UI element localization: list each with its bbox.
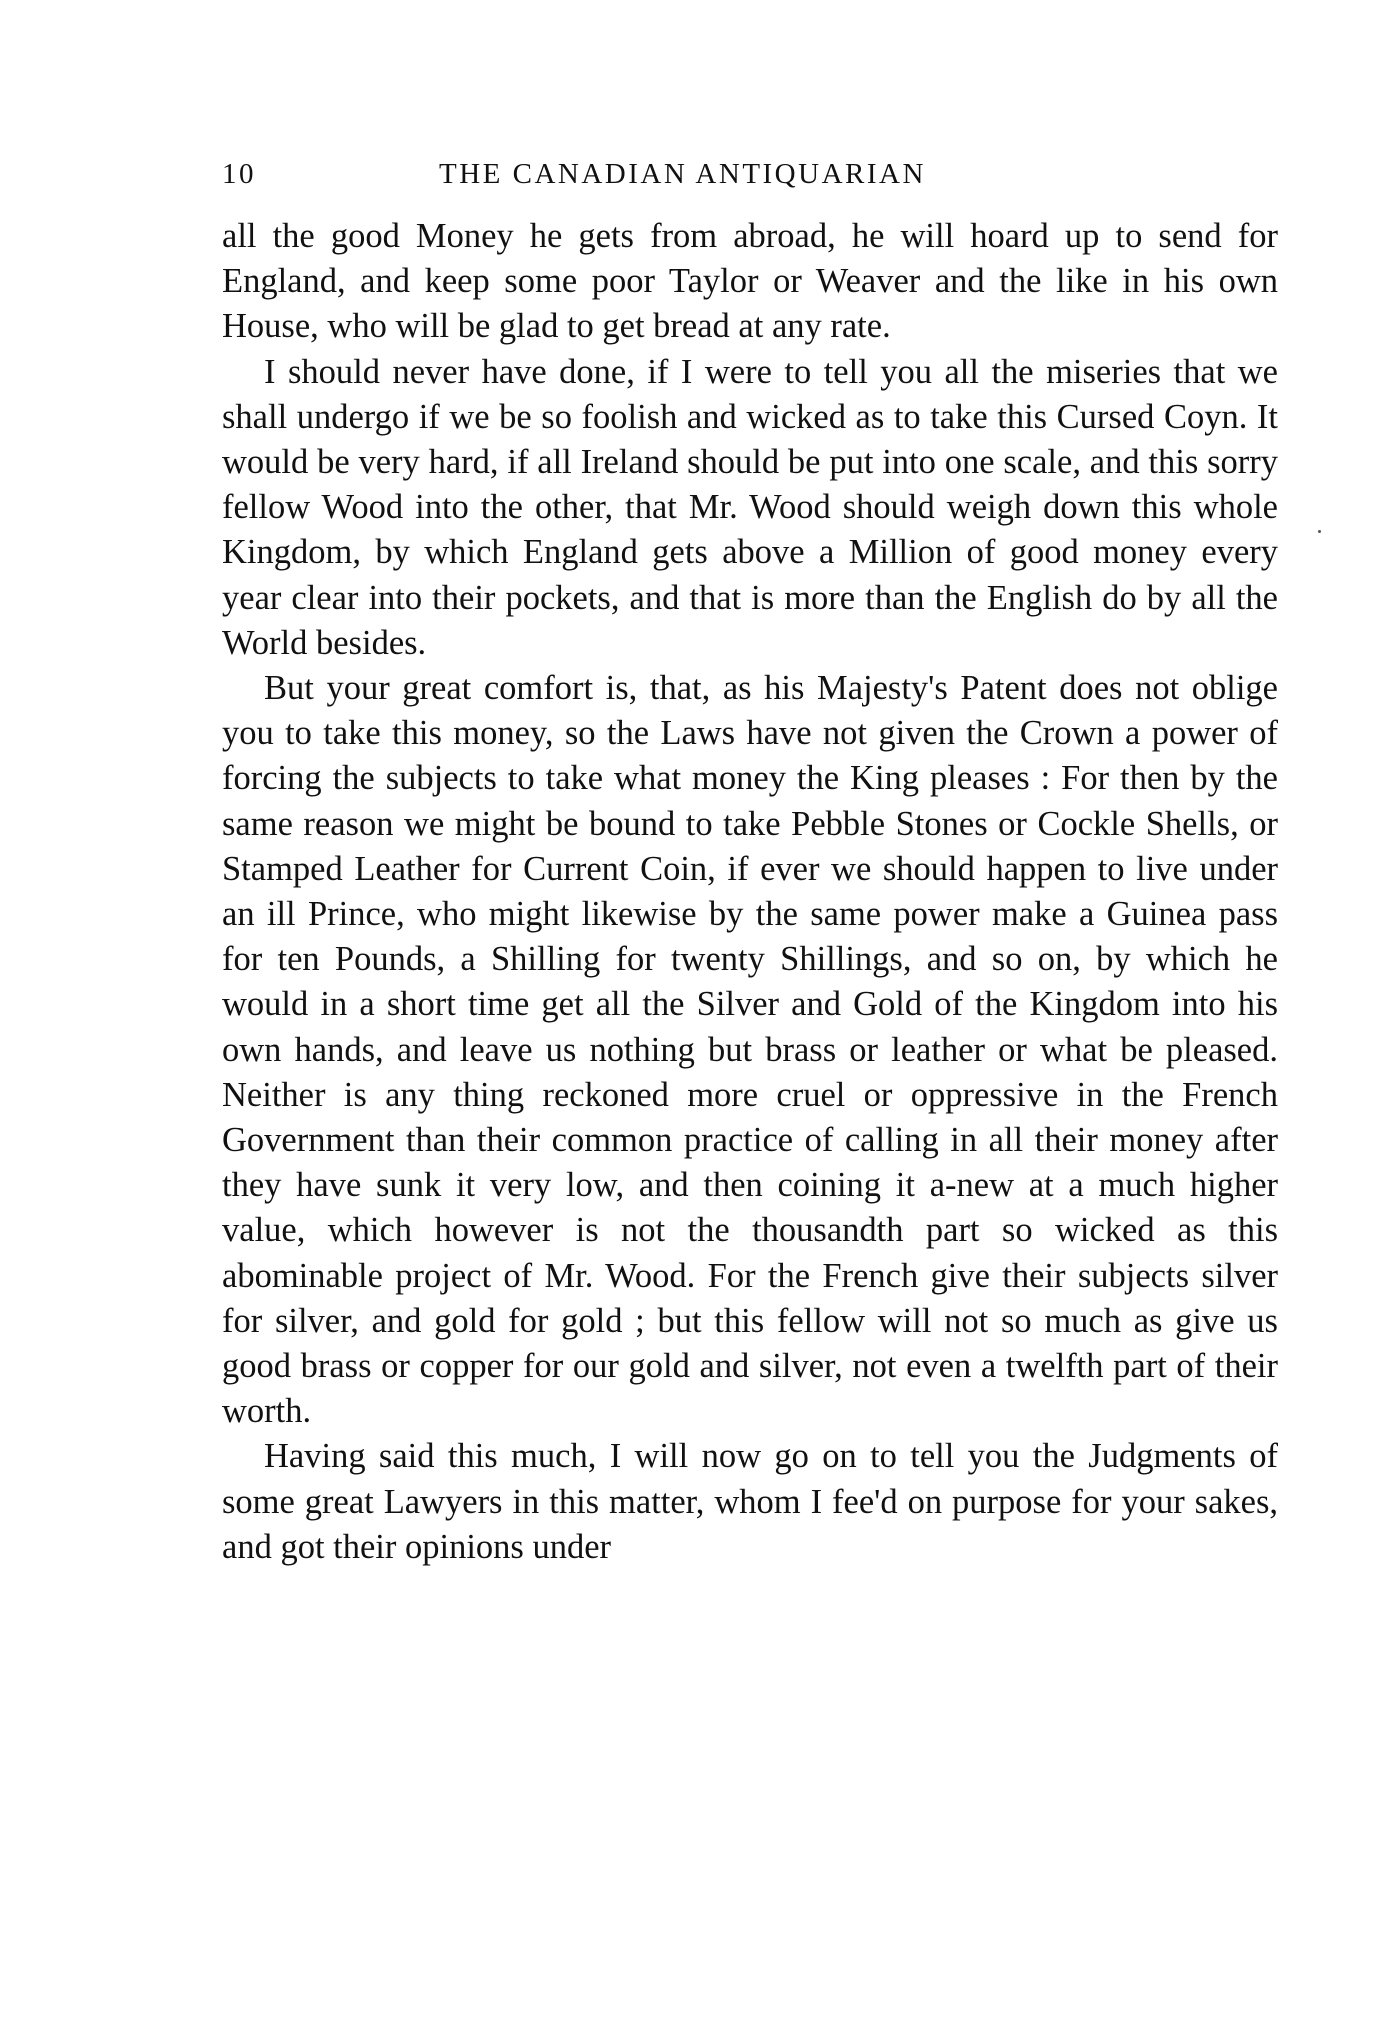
paragraph: I should never have done, if I were to tell you all the miseries that we shall undergo if we be so foolish and wicked as to take this Cursed Coyn. It would be very hard, if all Ireland should be put into one scale, and this sorry fellow Wood into the other, that Mr. Wood should weigh down this whole Kingdom, by which England gets above a Million of good money every year clear into their pockets, and that is more than the English do by all the World besides. [222, 352, 1278, 662]
paragraph: But your great comfort is, that, as his Majesty's Patent does not oblige you to take this money, so the Laws have not given the Crown a power of forcing the subjects to take what money the King pleases : For then by the same reason we might be bound to take Pebble Stones or Cockle Shells, or Stamped Leather for Current Coin, if ever we should happen to live under an ill Prince, who might likewise by the same power make a Guinea pass for ten Pounds, a Shilling for twenty Shillings, and so on, by which he would in a short time get all the Silver and Gold of the Kingdom into his own hands, and leave us nothing but brass or leather or what be pleased. Neither is any thing reckoned more cruel or oppressive in the French Government than their common practice of calling in all their money after they have sunk it very low, and then coining it a-new at a much higher value, which however is not the thousandth part so wicked as this abominable project of Mr. Wood. For the French give their subjects silver for silver, and gold for gold ; but this fellow will not so much as give us good brass or copper for our gold and silver, not even a twelfth part of their worth. [222, 669, 1278, 1431]
ink-speck [1318, 530, 1321, 533]
body-text [222, 214, 1278, 1570]
paragraph-continued: all the good Money he gets from abroad, he will hoard up to send for England, and keep some poor Taylor or Weaver and the like in his own House, who will be glad to get bread at any rate. [222, 217, 1278, 346]
page-number: 10 [222, 158, 256, 190]
book-page [222, 152, 1278, 1570]
paragraph: Having said this much, I will now go on to tell you the Judgments of some great Lawyers in this matter, whom I fee'd on purpose for your sakes, and got their opinions under [222, 1437, 1278, 1566]
running-title: THE CANADIAN ANTIQUARIAN [439, 158, 926, 190]
running-head [222, 152, 1278, 202]
